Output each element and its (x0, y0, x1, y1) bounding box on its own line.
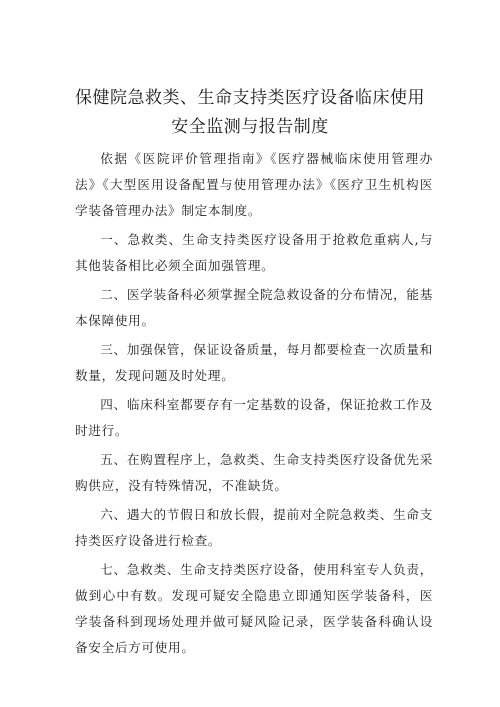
paragraph-item-1: 一、急救类、生命支持类医疗设备用于抢救危重病人,与其他装备相比必须全面加强管理。 (75, 232, 433, 273)
paragraph-item-4: 四、临床科室都要存有一定基数的设备，保证抢救工作及时进行。 (75, 397, 433, 438)
document-title: 保健院急救类、生命支持类医疗设备临床使用安全监测与报告制度 (75, 88, 425, 137)
paragraph-basis: 依据《医院评价管理指南》《医疗器械临床使用管理办法》《大型医用设备配置与使用管理办法》《医疗卫生机构医学装备管理办法》制定本制度。 (75, 151, 433, 218)
paragraph-item-7: 七、急救类、生命支持类医疗设备，使用科室专人负责，做到心中有数。发现可疑安全隐患立即通知医学装备科，医学装备科到现场处理并做可疑风险记录，医学装备科确认设备安全后方可使用。 (75, 562, 433, 655)
paragraph-item-5: 五、在购置程序上，急救类、生命支持类医疗设备优先采购供应，没有特殊情况，不准缺货。 (75, 452, 433, 493)
paragraph-item-6: 六、遇大的节假日和放长假，提前对全院急救类、生命支持类医疗设备进行检查。 (75, 507, 433, 548)
paragraph-item-3: 三、加强保管，保证设备质量，每月都要检查一次质量和数量，发现问题及时处理。 (75, 342, 433, 383)
document-body (75, 146, 433, 664)
paragraph-item-2: 二、医学装备科必须掌握全院急救设备的分布情况，能基本保障使用。 (75, 287, 433, 328)
